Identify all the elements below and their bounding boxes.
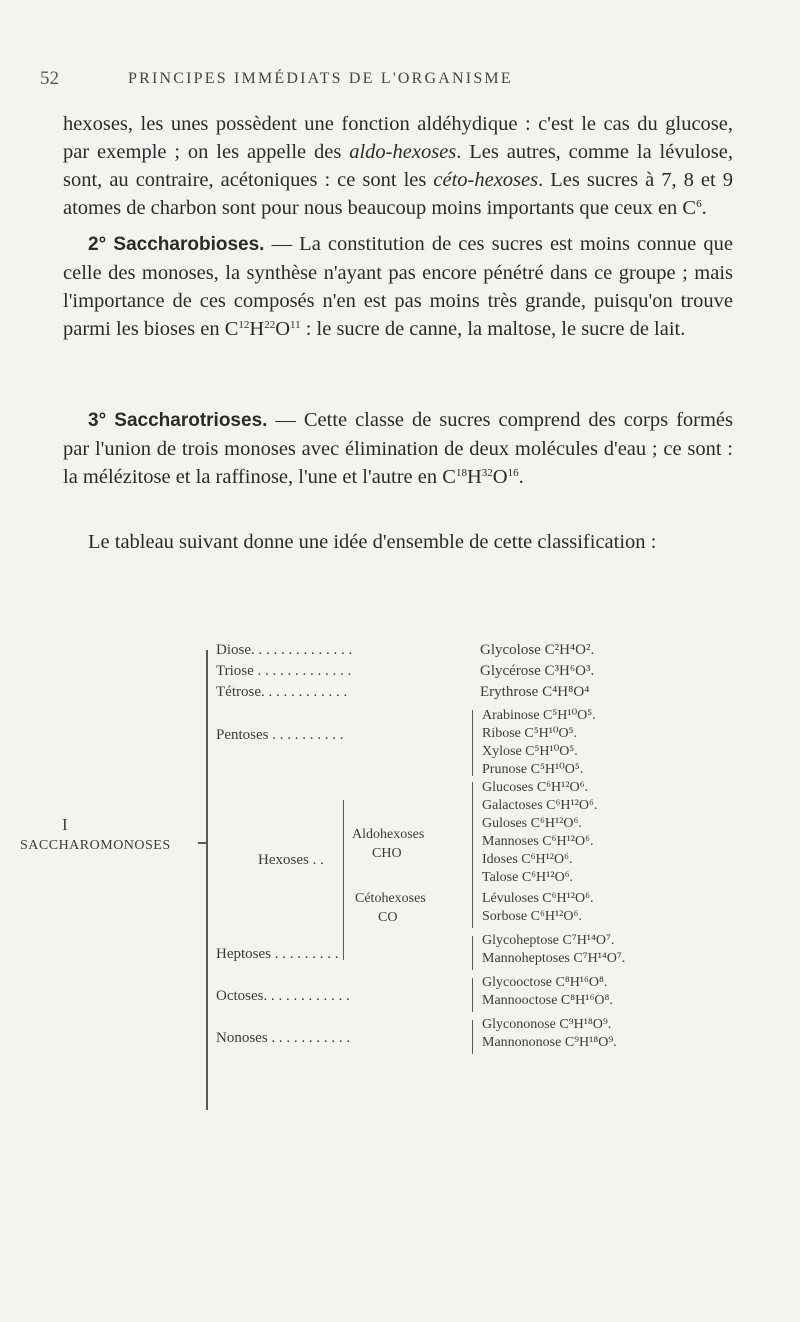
row-label-triose: Triose . . . . . . . . . . . . .: [216, 663, 352, 679]
cetohexose-item: Lévuloses C⁶H¹²O⁶.: [482, 891, 594, 906]
section-heading-saccharobioses: 2° Saccharobioses.: [88, 234, 265, 255]
superscript: 22: [264, 319, 276, 331]
octoses-brace: [472, 978, 473, 1012]
text-span: H: [466, 466, 482, 488]
aldohexose-item: Guloses C⁶H¹²O⁶.: [482, 816, 582, 831]
paragraph-saccharobioses: [63, 230, 733, 343]
superscript: 32: [481, 467, 493, 479]
paragraph-table-intro: [63, 528, 733, 556]
text-span: O: [275, 318, 290, 340]
main-brace-tip: [198, 842, 207, 844]
nonose-item: Glycononose C⁹H¹⁸O⁹.: [482, 1017, 612, 1032]
section-heading-saccharotrioses: 3° Saccharotrioses.: [88, 410, 268, 431]
group-label: SACCHAROMONOSES: [20, 838, 171, 853]
text-span: — Cette classe de sucres comprend des corps formés par l'union de trois monoses avec élimination de deux molécules d'eau ; ce sont : la mélézitose et la raffinose, l'une et l'autre en C: [63, 409, 733, 488]
paragraph-saccharotrioses: [63, 406, 733, 491]
text-span: hexoses, les unes possèdent une fonction aldéhydique : c'est le cas du glucose, par exemple ; on les appelle des: [63, 113, 733, 163]
classification-table: [0, 590, 800, 1050]
aldohexose-item: Talose C⁶H¹²O⁶.: [482, 870, 574, 885]
nonose-item: Mannononose C⁹H¹⁸O⁹.: [482, 1035, 617, 1050]
pentoses-brace: [472, 710, 473, 776]
cetohexoses-label: Cétohexoses: [355, 891, 426, 906]
main-brace: [206, 650, 208, 1110]
aldohexose-item: Glucoses C⁶H¹²O⁶.: [482, 780, 589, 795]
aldohexose-item: Mannoses C⁶H¹²O⁶.: [482, 834, 594, 849]
superscript: 16: [507, 467, 519, 479]
text-span: Le tableau suivant donne une idée d'ensemble de cette classification :: [88, 531, 657, 553]
row-label-nonoses: Nonoses . . . . . . . . . . .: [216, 1030, 351, 1046]
aldohexoses-brace: [472, 782, 473, 896]
cetohexose-item: Sorbose C⁶H¹²O⁶.: [482, 909, 582, 924]
cetohexoses-brace: [472, 894, 473, 928]
running-title: PRINCIPES IMMÉDIATS DE L'ORGANISME: [128, 70, 513, 87]
nonoses-brace: [472, 1020, 473, 1054]
term-ceto-hexoses: céto-hexoses: [433, 169, 539, 191]
aldohexose-item: Galactoses C⁶H¹²O⁶.: [482, 798, 598, 813]
group-numeral: I: [62, 815, 68, 834]
row-value-tetrose: Erythrose C⁴H⁸O⁴: [480, 684, 590, 700]
aldohexoses-label: Aldohexoses: [352, 827, 425, 842]
hexoses-brace: [343, 800, 344, 960]
superscript: 12: [238, 319, 250, 331]
text-span: . Les sucres à 7, 8 et 9 atomes de charbon sont pour nous beaucoup moins importants que ceux en C: [63, 169, 733, 219]
row-label-heptoses: Heptoses . . . . . . . . .: [216, 946, 339, 962]
heptose-item: Mannoheptoses C⁷H¹⁴O⁷.: [482, 951, 626, 966]
text-span: .: [518, 466, 524, 488]
pentose-item: Arabinose C⁵H¹⁰O⁵.: [482, 708, 596, 723]
page-header: [40, 68, 740, 98]
row-label-octoses: Octoses. . . . . . . . . . . .: [216, 988, 350, 1004]
heptoses-brace: [472, 936, 473, 970]
heptose-item: Glycoheptose C⁷H¹⁴O⁷.: [482, 933, 615, 948]
row-label-hexoses: Hexoses . .: [258, 852, 324, 868]
term-aldo-hexoses: aldo-hexoses: [349, 141, 457, 163]
paragraph-hexoses: [63, 110, 733, 222]
aldohexoses-formula: CHO: [372, 846, 402, 861]
row-value-diose: Glycolose C²H⁴O².: [480, 642, 595, 658]
superscript: 6: [696, 198, 702, 210]
pentose-item: Prunose C⁵H¹⁰O⁵.: [482, 762, 584, 777]
text-span: .: [701, 197, 707, 219]
superscript: 18: [455, 467, 467, 479]
row-label-tetrose: Tétrose. . . . . . . . . . . .: [216, 684, 348, 700]
text-span: H: [249, 318, 265, 340]
aldohexose-item: Idoses C⁶H¹²O⁶.: [482, 852, 573, 867]
page-number: 52: [40, 68, 59, 89]
row-label-pentoses: Pentoses . . . . . . . . . .: [216, 727, 344, 743]
octose-item: Glycooctose C⁸H¹⁶O⁸.: [482, 975, 608, 990]
text-span: — La constitution de ces sucres est moins connue que celle des monoses, la synthèse n'ayant pas encore pénétré dans ce groupe ; mais l'importance de ces composés n'en est pas moins très grande, puisqu'on trouve parmi les bioses en C: [63, 233, 733, 340]
row-value-triose: Glycérose C³H⁶O³.: [480, 663, 595, 679]
pentose-item: Xylose C⁵H¹⁰O⁵.: [482, 744, 578, 759]
text-span: : le sucre de canne, la maltose, le sucre de lait.: [300, 318, 686, 340]
octose-item: Mannooctose C⁸H¹⁶O⁸.: [482, 993, 613, 1008]
pentose-item: Ribose C⁵H¹⁰O⁵.: [482, 726, 578, 741]
row-label-diose: Diose. . . . . . . . . . . . . .: [216, 642, 353, 658]
superscript: 11: [290, 319, 301, 331]
cetohexoses-formula: CO: [378, 910, 398, 925]
text-span: . Les autres, comme la lévulose, sont, au contraire, acétoniques : ce sont les: [63, 141, 733, 191]
text-span: O: [492, 466, 508, 488]
